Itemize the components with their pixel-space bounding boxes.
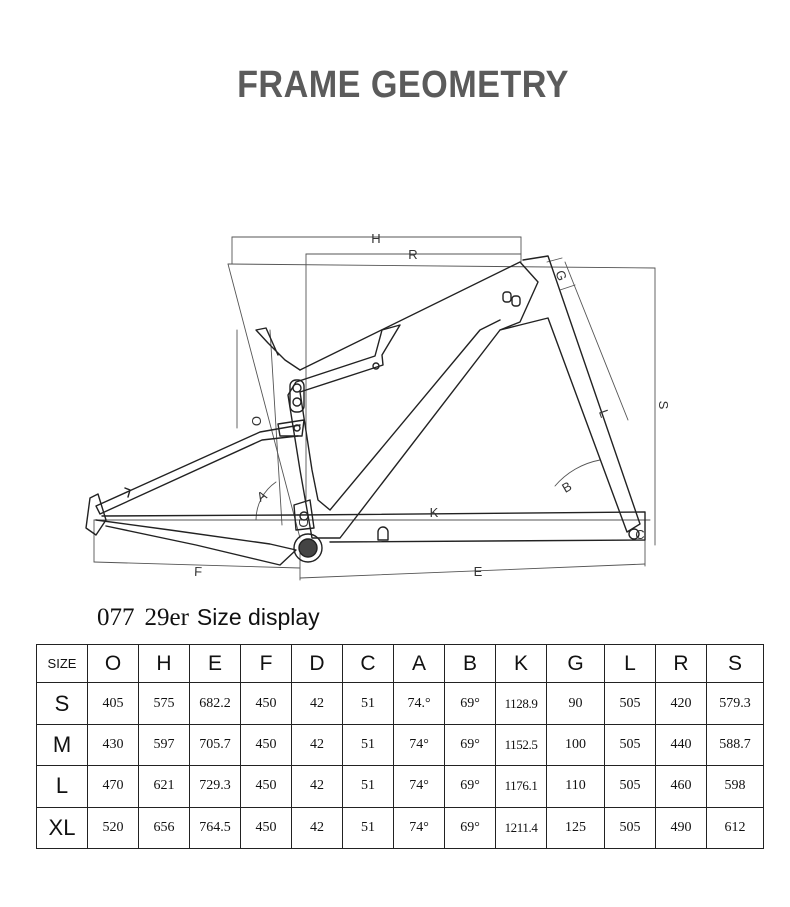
column-header: K <box>496 645 547 683</box>
table-row <box>37 807 764 848</box>
label-e: E <box>473 564 483 579</box>
table-cell: 51 <box>343 766 394 807</box>
page-title: FRAME GEOMETRY <box>237 64 569 106</box>
column-header: E <box>190 645 241 683</box>
table-cell: 69° <box>445 766 496 807</box>
size-cell: L <box>37 766 88 807</box>
column-header: H <box>139 645 190 683</box>
dimension-lines <box>94 237 655 580</box>
table-cell: 597 <box>139 724 190 765</box>
table-cell: 505 <box>605 724 656 765</box>
table-cell: 588.7 <box>707 724 764 765</box>
column-header: F <box>241 645 292 683</box>
column-header-size: SIZE <box>37 645 88 683</box>
table-cell: 100 <box>547 724 605 765</box>
table-cell: 42 <box>292 683 343 724</box>
label-k: K <box>429 505 439 520</box>
size-display-heading <box>97 604 320 632</box>
table-row <box>37 766 764 807</box>
column-header: R <box>656 645 707 683</box>
table-row <box>37 683 764 724</box>
table-cell: 430 <box>88 724 139 765</box>
table-cell: 90 <box>547 683 605 724</box>
table-cell: 51 <box>343 724 394 765</box>
table-cell: 505 <box>605 766 656 807</box>
table-cell: 51 <box>343 807 394 848</box>
table-cell: 705.7 <box>190 724 241 765</box>
table-cell: 729.3 <box>190 766 241 807</box>
label-f: F <box>193 563 203 580</box>
table-cell: 74° <box>394 807 445 848</box>
table-cell: 450 <box>241 683 292 724</box>
table-cell: 682.2 <box>190 683 241 724</box>
table-cell: 42 <box>292 724 343 765</box>
table-cell: 440 <box>656 724 707 765</box>
table-cell: 621 <box>139 766 190 807</box>
table-cell: 490 <box>656 807 707 848</box>
table-cell: 69° <box>445 807 496 848</box>
frame-geometry-diagram <box>0 220 790 590</box>
table-cell: 575 <box>139 683 190 724</box>
table-cell: 460 <box>656 766 707 807</box>
column-header: G <box>547 645 605 683</box>
table-cell: 470 <box>88 766 139 807</box>
table-row <box>37 724 764 765</box>
table-cell: 42 <box>292 807 343 848</box>
table-cell: 1152.5 <box>496 724 547 765</box>
table-cell: 450 <box>241 724 292 765</box>
geometry-table <box>36 644 764 849</box>
column-header: D <box>292 645 343 683</box>
column-header: C <box>343 645 394 683</box>
table-cell: 51 <box>343 683 394 724</box>
table-cell: 612 <box>707 807 764 848</box>
table-cell: 69° <box>445 724 496 765</box>
table-cell: 1211.4 <box>496 807 547 848</box>
table-cell: 450 <box>241 766 292 807</box>
table-cell: 74° <box>394 724 445 765</box>
table-cell: 579.3 <box>707 683 764 724</box>
column-header: A <box>394 645 445 683</box>
table-cell: 1176.1 <box>496 766 547 807</box>
main-frame <box>86 256 645 565</box>
size-cell: M <box>37 724 88 765</box>
label-o: O <box>249 415 264 427</box>
table-cell: 598 <box>707 766 764 807</box>
column-header: B <box>445 645 496 683</box>
table-cell: 505 <box>605 807 656 848</box>
table-cell: 69° <box>445 683 496 724</box>
label-a: A <box>254 487 270 505</box>
label-s: S <box>656 400 671 410</box>
label-c: C <box>635 527 645 542</box>
label-r: R <box>408 247 418 262</box>
wheel-size: 29er <box>144 604 189 631</box>
column-header: S <box>707 645 764 683</box>
label-h: H <box>371 231 381 246</box>
table-cell: 520 <box>88 807 139 848</box>
size-display-label: Size display <box>196 604 320 630</box>
label-d: D <box>296 518 311 528</box>
table-header-row <box>37 645 764 683</box>
table-cell: 764.5 <box>190 807 241 848</box>
table-cell: 74° <box>394 766 445 807</box>
table-cell: 450 <box>241 807 292 848</box>
table-cell: 1128.9 <box>496 683 547 724</box>
table-cell: 125 <box>547 807 605 848</box>
size-cell: S <box>37 683 88 724</box>
table-cell: 656 <box>139 807 190 848</box>
column-header: L <box>605 645 656 683</box>
label-g: G <box>552 268 571 283</box>
label-l: L <box>595 407 613 420</box>
size-cell: XL <box>37 807 88 848</box>
table-cell: 420 <box>656 683 707 724</box>
column-header: O <box>88 645 139 683</box>
model-number: 077 <box>97 604 135 631</box>
table-cell: 110 <box>547 766 605 807</box>
label-b: B <box>559 478 575 496</box>
table-cell: 74.° <box>394 683 445 724</box>
table-cell: 42 <box>292 766 343 807</box>
table-cell: 505 <box>605 683 656 724</box>
table-cell: 405 <box>88 683 139 724</box>
